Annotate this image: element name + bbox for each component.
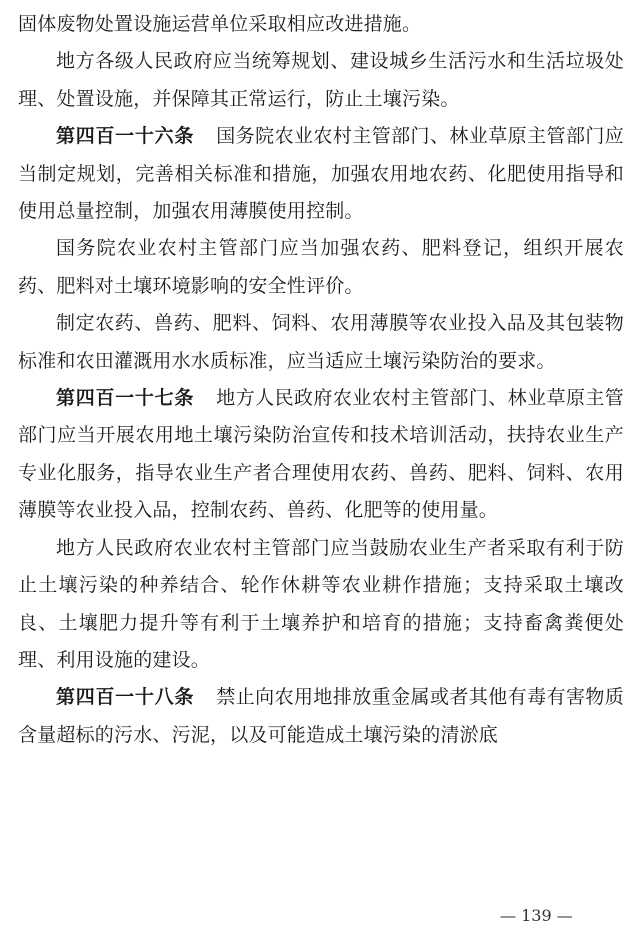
paragraph-3: [18, 230, 624, 305]
article-416-title: 第四百一十六条: [56, 125, 195, 148]
document-page: [18, 6, 624, 754]
article-417-text: 地方人民政府农业农村主管部门、林业草原主管部门应当开展农用地土壤污染防治宣传和技术培训活动，扶持农业生产专业化服务，指导农业生产者合理使用农药、兽药、肥料、饲料、农用薄膜等农业投入品，控制农药、兽药、化肥等的使用量。: [18, 387, 624, 522]
paragraph-1: [18, 43, 624, 118]
paragraph-6: [18, 530, 624, 680]
article-416: [18, 118, 624, 230]
paragraph-0-text: 固体废物处置设施运营单位采取相应改进措施。: [18, 13, 422, 35]
article-418-title: 第四百一十八条: [56, 686, 195, 709]
paragraph-1-text: 地方各级人民政府应当统筹规划、建设城乡生活污水和生活垃圾处理、处置设施，并保障其正常运行，防止土壤污染。: [18, 50, 624, 110]
page-number: — 139 —: [500, 906, 573, 925]
paragraph-4-text: 制定农药、兽药、肥料、饲料、农用薄膜等农业投入品及其包装物标准和农田灌溉用水水质标准，应当适应土壤污染防治的要求。: [18, 312, 624, 372]
article-416-text: 国务院农业农村主管部门、林业草原主管部门应当制定规划，完善相关标准和措施，加强农用地农药、化肥使用指导和使用总量控制，加强农用薄膜使用控制。: [18, 125, 624, 223]
paragraph-6-text: 地方人民政府农业农村主管部门应当鼓励农业生产者采取有利于防止土壤污染的种养结合、轮作休耕等农业耕作措施；支持采取土壤改良、土壤肥力提升等有利于土壤养护和培育的措施；支持畜禽粪便处理、利用设施的建设。: [18, 536, 624, 671]
article-417-title: 第四百一十七条: [56, 387, 195, 410]
article-418-text: 禁止向农用地排放重金属或者其他有毒有害物质含量超标的污水、污泥，以及可能造成土壤污染的清淤底: [18, 686, 624, 746]
article-417: [18, 380, 624, 530]
paragraph-0: [18, 6, 624, 43]
article-418: [18, 679, 624, 754]
paragraph-3-text: 国务院农业农村主管部门应当加强农药、肥料登记，组织开展农药、肥料对土壤环境影响的安全性评价。: [18, 237, 624, 297]
paragraph-4: [18, 305, 624, 380]
